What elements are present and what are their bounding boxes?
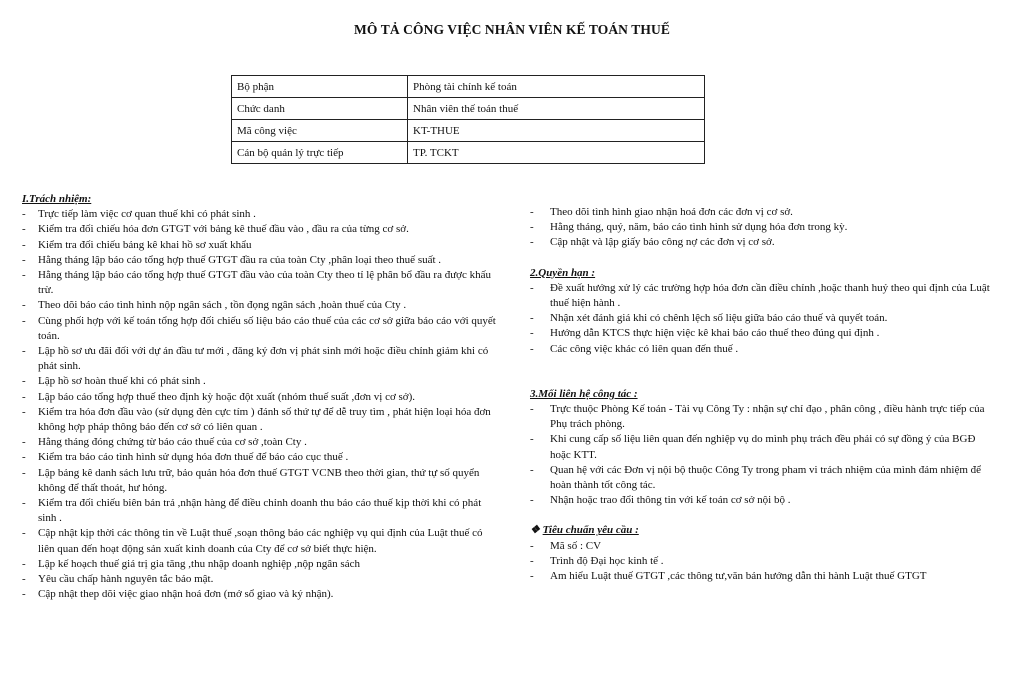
- list-item: - Hướng dẫn KTCS thực hiện việc kê khai báo cáo thuế theo đúng qui định .: [530, 326, 995, 341]
- authority-heading: 2.Quyền hạn :: [530, 266, 596, 279]
- info-label: Cán bộ quản lý trực tiếp: [232, 142, 408, 164]
- list-item: - Kiểm tra đối chiếu bảng kê khai hồ sơ xuất khẩu: [22, 238, 497, 253]
- list-item: - Nhận hoặc trao đổi thông tin với kế toán cơ sở nội bộ .: [530, 493, 995, 508]
- table-row: [232, 76, 705, 98]
- list-item: - Các công việc khác có liên quan đến thuế .: [530, 342, 995, 357]
- list-item: - Nhận xét đánh giá khi có chênh lệch số liệu giữa báo cáo thuế và quyết toán.: [530, 311, 995, 326]
- list-item: - Cập nhật thep dõi việc giao nhận hoá đơn (mở sổ giao và ký nhận).: [22, 587, 497, 602]
- info-value: KT-THUE: [408, 120, 705, 142]
- list-item: - Theo dõi tình hình giao nhận hoá đơn các đơn vị cơ sở.: [530, 205, 995, 220]
- list-item: - Cập nhật và lập giấy báo công nợ các đơn vị cơ sở.: [530, 235, 995, 250]
- standards-heading: [530, 523, 995, 538]
- info-table: [231, 75, 705, 164]
- table-row: [232, 120, 705, 142]
- list-item: - Am hiểu Luật thuế GTGT ,các thông tư,văn bản hướng dẫn thi hành Luật thuế GTGT: [530, 569, 995, 584]
- list-item: - Lập hồ sơ ưu đãi đối với dự án đầu tư mới , đăng ký đơn vị phát sinh mới hoặc điều chỉnh giảm khi có phát sinh.: [22, 344, 497, 374]
- diamond-bullet-icon: ❖: [530, 524, 540, 537]
- list-item: - Khi cung cấp số liệu liên quan đến nghiệp vụ do mình phụ trách đều phải có sự đồng ý của BGĐ hoặc KTT.: [530, 432, 995, 462]
- info-value: Nhân viên thế toán thuế: [408, 98, 705, 120]
- relations-heading: 3.Mối liên hệ công tác :: [530, 387, 638, 400]
- info-label: Bộ phận: [232, 76, 408, 98]
- list-item: - Hằng tháng đóng chứng từ báo cáo thuế của cơ sở ,toàn Cty .: [22, 435, 497, 450]
- list-item: - Trực thuộc Phòng Kế toán - Tài vụ Công Ty : nhận sự chỉ đạo , phân công , điều hành trực tiếp của Phụ trách phòng.: [530, 402, 995, 432]
- info-value: TP. TCKT: [408, 142, 705, 164]
- list-item: - Quan hệ với các Đơn vị nội bộ thuộc Công Ty trong pham vi trách nhiệm của mình đảm nhiệm để hoàn thành tốt công tác.: [530, 463, 995, 493]
- left-column: [22, 192, 497, 602]
- responsibilities-heading: I.Trách nhiệm:: [22, 193, 92, 205]
- info-value: Phòng tài chính kế toán: [408, 76, 705, 98]
- list-item: - Kiểm tra hóa đơn đầu vào (sử dụng đèn cực tím ) đánh số thứ tự để dễ truy tìm , phát hiện loại hóa đơn không hợp pháp thông báo đến cơ sở có liên quan .: [22, 405, 497, 435]
- info-label: Mã công việc: [232, 120, 408, 142]
- standards-heading-text: Tiêu chuẩn yêu cầu :: [542, 524, 639, 537]
- list-item: - Cập nhật kịp thời các thông tin về Luật thuế ,soạn thông báo các nghiệp vụ qui định của Luật thuế có liên quan đến hoạt động sản xuất kinh doanh của Cty để cơ sở biết thực hiện.: [22, 526, 497, 556]
- list-item: - Trực tiếp làm việc cơ quan thuế khi có phát sinh .: [22, 207, 497, 222]
- list-item: - Cùng phối hợp với kế toán tổng hợp đối chiếu số liệu báo cáo thuế của các cơ sở giữa báo cáo với quyết toán.: [22, 314, 497, 344]
- info-label: Chức danh: [232, 98, 408, 120]
- list-item: - Hằng tháng, quý, năm, báo cáo tình hình sử dụng hóa đơn trong kỳ.: [530, 220, 995, 235]
- document-title: [0, 22, 1024, 38]
- list-item: - Theo dõi báo cáo tình hình nộp ngân sách , tồn đọng ngân sách ,hoàn thuế của Cty .: [22, 298, 497, 313]
- table-row: [232, 142, 705, 164]
- list-item: - Mã số : CV: [530, 539, 995, 554]
- list-item: - Hằng tháng lập báo cáo tổng hợp thuế GTGT đầu vào của toàn Cty theo tỉ lệ phân bổ đầu ra được khấu trừ.: [22, 268, 497, 298]
- list-item: - Lập báo cáo tổng hợp thuế theo định kỳ hoặc đột xuất (nhóm thuế suất ,đơn vị cơ sở).: [22, 390, 497, 405]
- right-column: [530, 205, 995, 584]
- title-sub: KẾ TOÁN THUẾ: [565, 22, 670, 37]
- list-item: - Trình độ Đại học kinh tế .: [530, 554, 995, 569]
- list-item: - Kiểm tra báo cáo tình hình sử dụng hóa đơn thuế để báo cáo cục thuế .: [22, 450, 497, 465]
- list-item: - Đề xuất hướng xử lý các trường hợp hóa đơn cần điều chỉnh ,hoặc thanh huỷ theo qui định của Luật thuế hiện hành .: [530, 281, 995, 311]
- list-item: - Hằng tháng lập báo cáo tổng hợp thuế GTGT đầu ra của toàn Cty ,phân loại theo thuế suất .: [22, 253, 497, 268]
- list-item: - Kiểm tra đối chiếu biên bản trả ,nhận hàng để điều chỉnh doanh thu báo cáo thuế kịp thời khi có phát sinh .: [22, 496, 497, 526]
- title-main: MÔ TẢ CÔNG VIỆC NHÂN VIÊN: [354, 22, 563, 37]
- table-row: [232, 98, 705, 120]
- list-item: - Lập bảng kê danh sách lưu trữ, bảo quản hóa đơn thuế GTGT VCNB theo thời gian, thứ tự số quyển không để thất thoát, hư hỏng.: [22, 466, 497, 496]
- list-item: - Kiểm tra đối chiếu hóa đơn GTGT với bảng kê thuế đầu vào , đầu ra của từng cơ sở.: [22, 222, 497, 237]
- list-item: - Lập hồ sơ hoàn thuế khi có phát sinh .: [22, 374, 497, 389]
- list-item: - Yêu cầu chấp hành nguyên tắc bảo mật.: [22, 572, 497, 587]
- list-item: - Lập kế hoạch thuế giá trị gia tăng ,thu nhập doanh nghiệp ,nộp ngân sách: [22, 557, 497, 572]
